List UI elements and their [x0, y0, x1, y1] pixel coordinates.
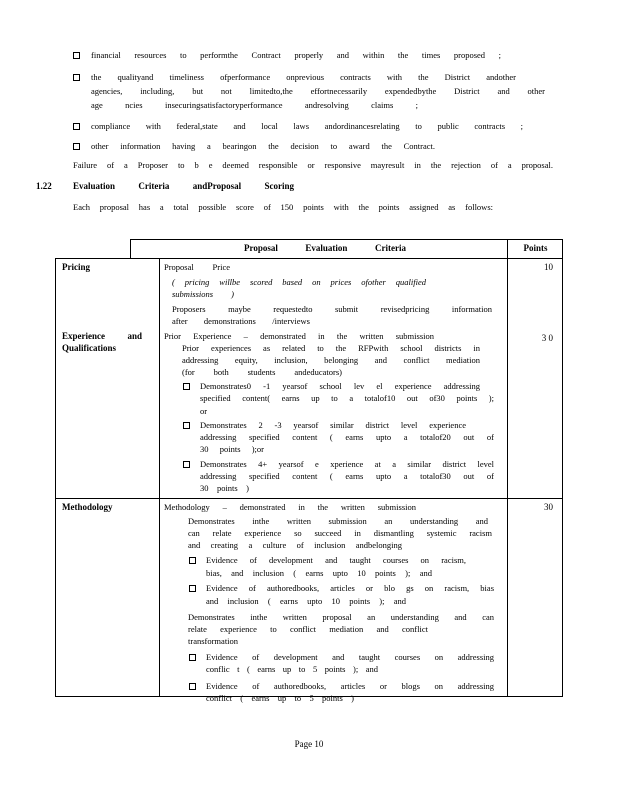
checkbox-bullet-icon: [189, 683, 196, 690]
header-criteria: Proposal Evaluation Criteria: [244, 243, 406, 253]
checkbox-bullet-icon: [189, 585, 196, 592]
methodology-line: Demonstrates inthe written proposal an understanding and can: [188, 612, 494, 622]
methodology-line: bias, and inclusion ( earns upto 10 points ); and: [206, 568, 432, 578]
methodology-line: Evidence of authoredbooks, articles or blogs on addressing: [206, 681, 494, 691]
pricing-line: submissions ): [172, 289, 234, 299]
methodology-line: conflict ( earns up to 5 points ): [206, 693, 354, 703]
category-qualifications: Qualifications: [62, 343, 117, 353]
points-experience: 3 0: [541, 333, 553, 343]
pricing-line: after demonstrations /interviews: [172, 316, 310, 326]
checkbox-bullet-icon: [189, 557, 196, 564]
methodology-line: can relate experience so succeed in dismantling systemic racism: [188, 528, 492, 538]
methodology-line: transformation: [188, 636, 239, 646]
checkbox-bullet-icon: [73, 52, 80, 59]
page-number: Page 10: [294, 739, 324, 749]
pricing-line: ( pricing willbe scored based on prices ofother qualified: [172, 277, 426, 287]
experience-line: specified content( earns up to a totalof10 out of30 points );: [200, 393, 494, 403]
experience-line: Prior Experience – demonstrated in the written submission: [164, 331, 434, 341]
methodology-line: Demonstrates inthe written submission an understanding and: [188, 516, 488, 526]
experience-line: (for both students andeducators): [182, 367, 342, 377]
checkbox-bullet-icon: [73, 143, 80, 150]
section-number: 1.22: [36, 181, 52, 191]
bullet-other-info: other information having a bearingon the decision to award the Contract.: [91, 141, 435, 151]
experience-line: Demonstrates 2 -3 yearsof similar district level experience: [200, 420, 466, 430]
methodology-line: and inclusion ( earns upto 10 points ); and: [206, 596, 406, 606]
methodology-line: Methodology – demonstrated in the written submission: [164, 502, 416, 512]
bullet-quality-line2: agencies, including, but not limitedto,the effortnecessarily expendedbythe District and other: [91, 86, 545, 96]
points-pricing: 10: [544, 262, 553, 272]
section-intro: Each proposal has a total possible score of 150 points with the points assigned as follows:: [73, 202, 493, 212]
checkbox-bullet-icon: [183, 383, 190, 390]
experience-line: addressing specified content ( earns upto a totalof30 out of: [200, 471, 494, 481]
category-experience: Experience and: [62, 331, 142, 341]
experience-line: addressing equity, inclusion, belonging and conflict mediation: [182, 355, 480, 365]
pricing-line: Proposal Price: [164, 262, 230, 272]
category-methodology: Methodology: [62, 502, 113, 512]
methodology-line: conflic t ( earns up to 5 points ); and: [206, 664, 378, 674]
bullet-quality-line3: age ncies insecuringsatisfactoryperformance andresolving claims ;: [91, 100, 418, 110]
section-title: Evaluation Criteria andProposal Scoring: [73, 181, 294, 191]
experience-line: 30 points );or: [200, 444, 264, 454]
methodology-line: Evidence of development and taught courses on racism,: [206, 555, 466, 565]
checkbox-bullet-icon: [183, 422, 190, 429]
methodology-line: Evidence of authoredbooks, articles or blo gs on racism, bias: [206, 583, 494, 593]
methodology-line: relate experience to conflict mediation and conflict: [188, 624, 428, 634]
bullet-financial: financial resources to performthe Contract properly and within the times proposed ;: [91, 50, 501, 60]
methodology-line: Evidence of development and taught courses on addressing: [206, 652, 494, 662]
row-divider-methodology: [55, 498, 563, 499]
bullet-compliance: compliance with federal,state and local laws andordinancesrelating to public contracts ;: [91, 121, 523, 131]
failure-paragraph: Failure of a Proposer to b e deemed responsible or responsive mayresult in the rejection of a proposal.: [73, 160, 553, 170]
experience-line: addressing specified content ( earns upto a totalof20 out of: [200, 432, 494, 442]
category-column-divider: [159, 258, 160, 697]
experience-line: Prior experiences as related to the RFPwith school districts in: [182, 343, 480, 353]
experience-line: or: [200, 406, 208, 416]
pricing-line: Proposers maybe requestedto submit revisedpricing information: [172, 304, 492, 314]
header-points: Points: [523, 243, 548, 253]
category-pricing: Pricing: [62, 262, 90, 272]
experience-line: Demonstrates 4+ yearsof e xperience at a similar district level: [200, 459, 494, 469]
points-methodology: 30: [544, 502, 553, 512]
experience-line: 30 points ): [200, 483, 249, 493]
checkbox-bullet-icon: [183, 461, 190, 468]
methodology-line: and creating a culture of inclusion andbelonging: [188, 540, 402, 550]
checkbox-bullet-icon: [73, 74, 80, 81]
checkbox-bullet-icon: [189, 654, 196, 661]
experience-line: Demonstrates0 -1 yearsof school lev el experience addressing: [200, 381, 480, 391]
checkbox-bullet-icon: [73, 123, 80, 130]
bullet-quality-line1: the qualityand timeliness ofperformance onprevious contracts with the District andother: [91, 72, 516, 82]
